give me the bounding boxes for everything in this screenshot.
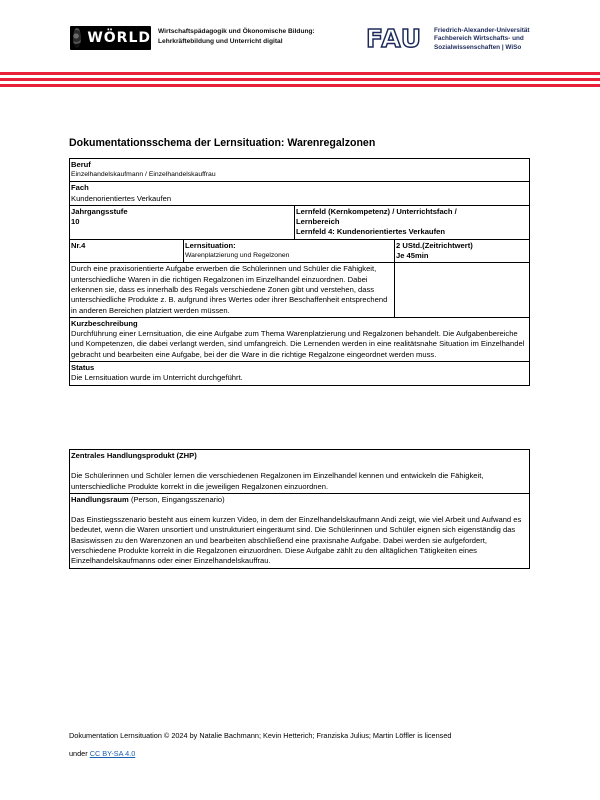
fau-line2: Fachbereich Wirtschafts- und: [434, 35, 524, 43]
header-subtitle-line2: Lehrkräftebildung und Unterricht digital: [158, 38, 283, 45]
kurz-cell: [70, 317, 529, 361]
license-line2: [69, 745, 529, 763]
world-logo-text: WÖRLD: [87, 30, 151, 46]
info-table: [69, 158, 530, 386]
lernsituation-cell: [183, 240, 394, 263]
license-text: Dokumentation Lernsituation © 2024 by Natalie Bachmann; Kevin Hetterich; Franziska Julius; Martin Löffler is licensed: [69, 731, 452, 740]
kurz-label: Kurzbeschreibung: [71, 318, 138, 328]
zhp-value: Die Schülerinnen und Schüler lernen die verschiedenen Regalzonen im Einzelhandel kennen und entwickeln die Fähigkeit, unterschiedliche Produkte korrekt in die jeweiligen Regalzonen einzuordnen.: [71, 471, 484, 491]
jahrgang-value: 10: [71, 217, 80, 227]
raum-value: Das Einstiegsszenario besteht aus einem kurzen Video, in dem der Einzelhandelskaufmann Andi zeigt, wie viel Arbeit und Aufwand es bedeutet, wenn die Waren unsortiert und unstrukturiert eingeräumt sind. Die Schülerinnen und Schüler eignen sich eigenständig das Basiswissen zu den Warenzonen an und bearbeiten abschließend eine praxisnahe Aufgabe. Dabei werden sie aufgefordert, verschiedene Produkte korrekt in die Regalzonen einzuordnen. Diese Aufgabe zählt zu den alltäglichen Tätigkeiten eines Einzelhandelskaufmanns oder einer Einzelhandelskauffrau.: [71, 515, 522, 566]
fach-value: Kundenorientiertes Verkaufen: [71, 193, 172, 203]
lernsituation-row: [70, 239, 529, 263]
header-stripes: [0, 72, 600, 87]
nr-label: Nr.4: [71, 240, 86, 250]
status-cell: [70, 361, 529, 385]
lernfeld-value: Lernfeld 4: Kundenorientiertes Verkaufen: [296, 227, 445, 237]
license-under: under: [69, 749, 88, 758]
status-value: Die Lernsituation wurde im Unterricht durchgeführt.: [71, 373, 243, 383]
fau-line3: Sozialwissenschaften | WiSo: [434, 43, 522, 51]
lernfeld-label: Lernfeld (Kernkompetenz) / Unterrichtsfach / Lernbereich: [296, 206, 457, 227]
raum-cell: [70, 493, 529, 568]
zhp-label: Zentrales Handlungsprodukt (ZHP): [71, 451, 197, 460]
jahrgang-label: Jahrgangsstufe: [71, 206, 128, 216]
beruf-value: Einzelhandelskaufmann / Einzelhandelskauffrau: [71, 171, 216, 179]
zeit-cell: [394, 240, 529, 263]
fau-logo: FAU: [366, 24, 423, 53]
raum-heading: [71, 495, 528, 505]
license-link[interactable]: CC BY-SA 4.0: [89, 749, 136, 758]
world-logo: [70, 26, 151, 50]
globe-icon: [73, 28, 81, 48]
fach-label: Fach: [71, 183, 89, 193]
beruf-label: Beruf: [71, 160, 91, 169]
fach-cell: [70, 181, 529, 205]
beruf-cell: [70, 159, 529, 181]
header-subtitle: [158, 27, 315, 47]
description-empty-cell: [394, 263, 529, 316]
page-header: [0, 0, 600, 70]
description-text: Durch eine praxisorientierte Aufgabe erwerben die Schülerinnen und Schüler die Fähigkeit, unterschiedliche Waren in die richtigen Regalzonen im Einzelhandel einzuordnen. Dabei erkennen sie, dass es innerhalb des Regals verschiedene Zonen gibt und verstehen, dass unterschiedliche Produkte z. B. aufgrund ihres Wertes oder ihrer Beschaffenheit entsprechend in anderen Bereichen platziert werden müssen.: [71, 264, 388, 315]
fau-subtitle: [434, 27, 530, 52]
raum-sub: (Person, Eingangsszenario): [130, 494, 225, 504]
lernsituation-label: Lernsituation:: [185, 240, 236, 250]
lernsituation-value: Warenplatzierung und Regelzonen: [185, 252, 290, 260]
lernfeld-cell: [294, 206, 529, 239]
zeit-label: 2 UStd.(Zeitrichtwert): [396, 240, 473, 250]
jahrgang-cell: [70, 206, 294, 239]
kurz-value: Durchführung einer Lernsituation, die eine Aufgabe zum Thema Warenplatzierung und Regalzonen behandelt. Die Aufgabenbereiche und Kompetenzen, die dabei verlangt werden, sind umfangreich. Die Lernenden werden in eine realitätsnahe Situation im Einzelhandel gebracht und bearbeiten eine Aufgabe, bei der die Ware in die richtige Regalzone eingeordnet werden muss.: [71, 329, 525, 359]
raum-label: Handlungsraum: [71, 494, 129, 504]
zhp-cell: [70, 450, 529, 493]
jahrgang-row: [70, 205, 529, 239]
zhp-table: [69, 449, 530, 569]
status-label: Status: [71, 363, 95, 373]
fau-line1: Friedrich-Alexander-Universität: [434, 27, 530, 34]
license-footer: [69, 727, 529, 763]
document-title: Dokumentationsschema der Lernsituation: Warenregalzonen: [69, 137, 376, 149]
zeit-value: Je 45min: [396, 251, 429, 261]
header-subtitle-line1: Wirtschaftspädagogik und Ökonomische Bildung:: [158, 28, 315, 35]
nr-cell: [70, 240, 183, 263]
description-row: [70, 262, 529, 316]
